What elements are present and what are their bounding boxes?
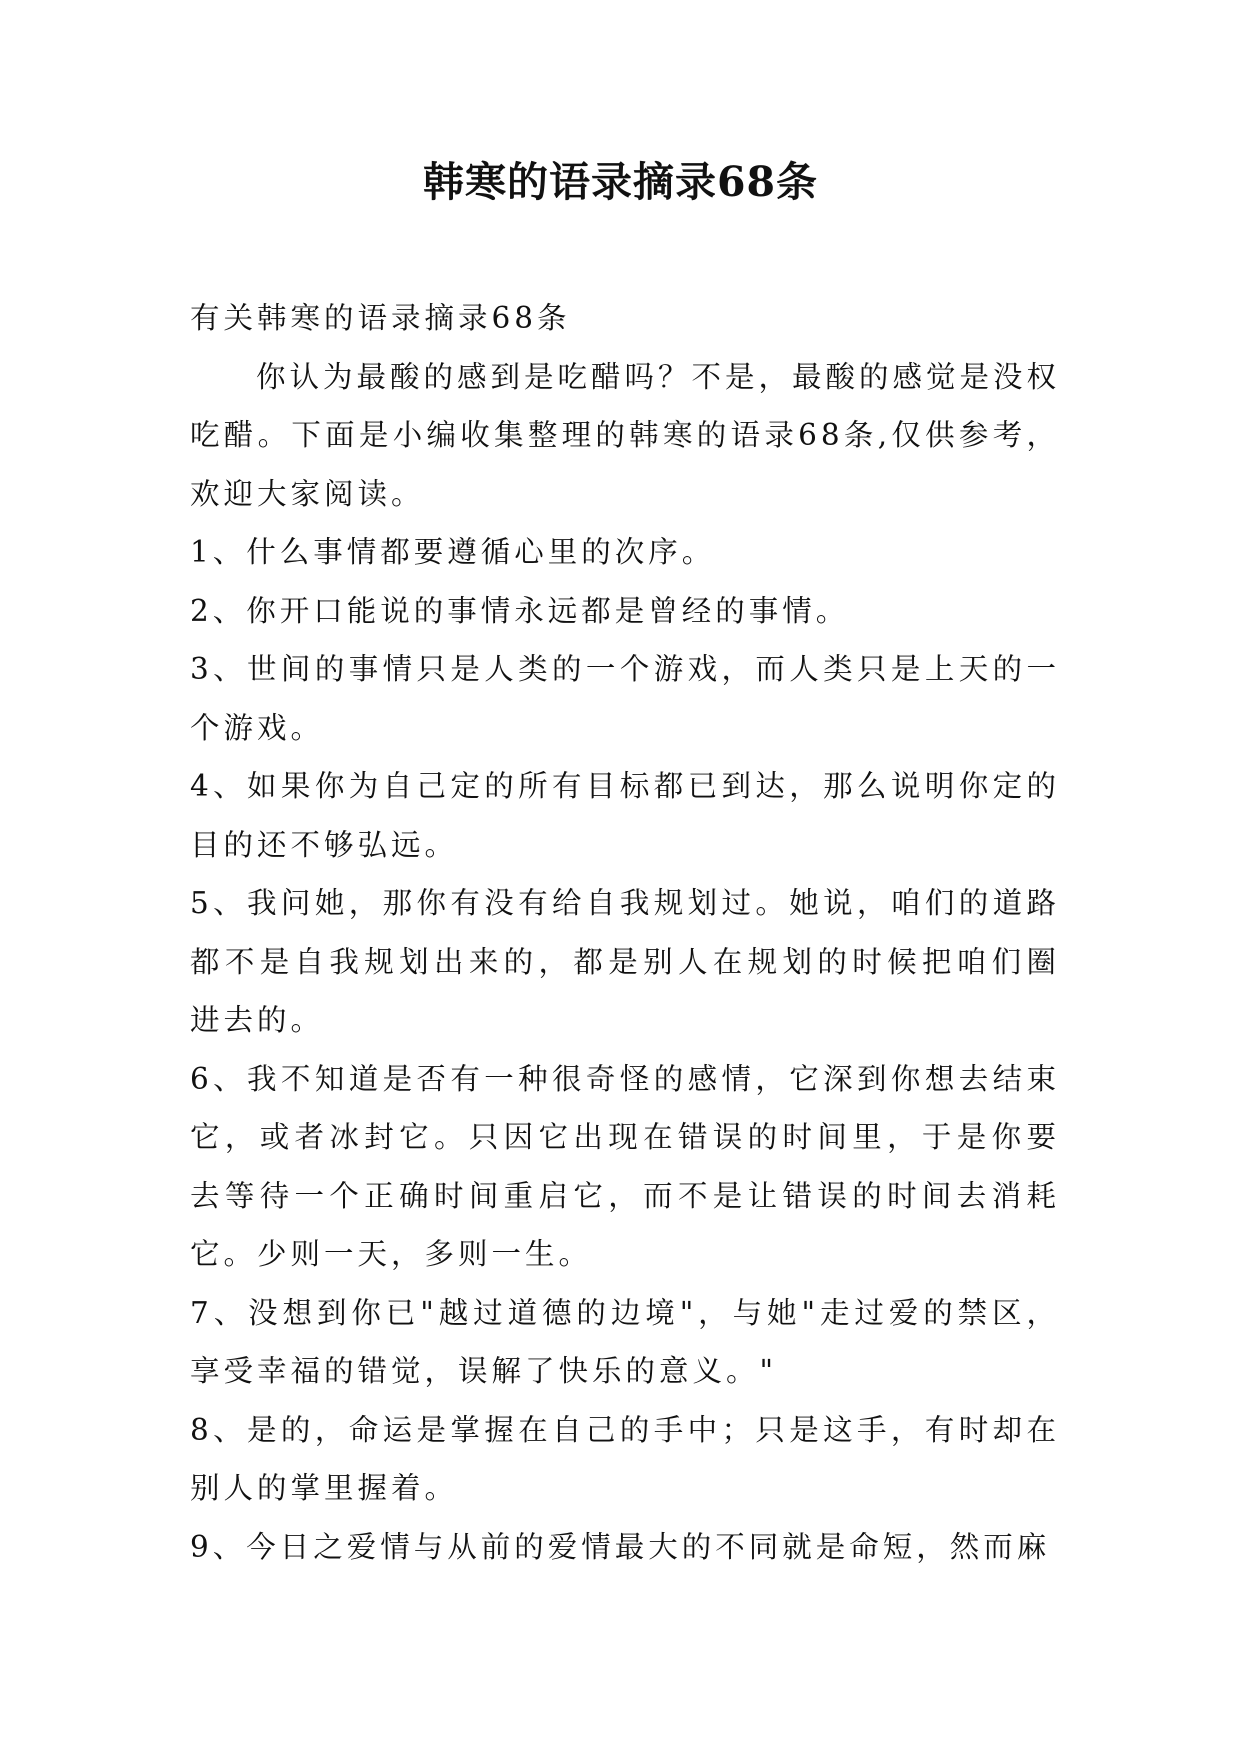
document-subtitle: 有关韩寒的语录摘录68条 xyxy=(190,301,571,335)
quote-item-3: 3、世间的事情只是人类的一个游戏，而人类只是上天的一个游戏。 xyxy=(190,652,1060,745)
quote-item-4: 4、如果你为自己定的所有目标都已到达，那么说明你定的目的还不够弘远。 xyxy=(190,769,1060,862)
document-title: 韩寒的语录摘录68条 xyxy=(422,158,819,206)
quote-item-5: 5、我问她，那你有没有给自我规划过。她说，咱们的道路都不是自我规划出来的，都是别人在规划的时候把咱们圈进去的。 xyxy=(190,886,1060,1037)
quote-item-1: 1、什么事情都要遵循心里的次序。 xyxy=(190,535,716,569)
document-body xyxy=(190,289,1060,1576)
quote-item-8: 8、是的，命运是掌握在自己的手中；只是这手，有时却在别人的掌里握着。 xyxy=(190,1412,1060,1505)
quote-item-2: 2、你开口能说的事情永远都是曾经的事情。 xyxy=(190,593,850,628)
intro-paragraph: 你认为最酸的感到是吃醋吗？不是，最酸的感觉是没权吃醋。下面是小编收集整理的韩寒的语录68条,仅供参考，欢迎大家阅读。 xyxy=(190,359,1061,511)
quote-item-7: 7、没想到你已"越过道德的边境"，与她"走过爱的禁区，享受幸福的错觉，误解了快乐的意义。" xyxy=(190,1295,1060,1388)
quote-item-6: 6、我不知道是否有一种很奇怪的感情，它深到你想去结束它，或者冰封它。只因它出现在错误的时间里，于是你要去等待一个正确时间重启它，而不是让错误的时间去消耗它。少则一天，多则一生。 xyxy=(190,1061,1060,1271)
quote-item-9: 9、今日之爱情与从前的爱情最大的不同就是命短，然而麻 xyxy=(190,1529,1051,1564)
